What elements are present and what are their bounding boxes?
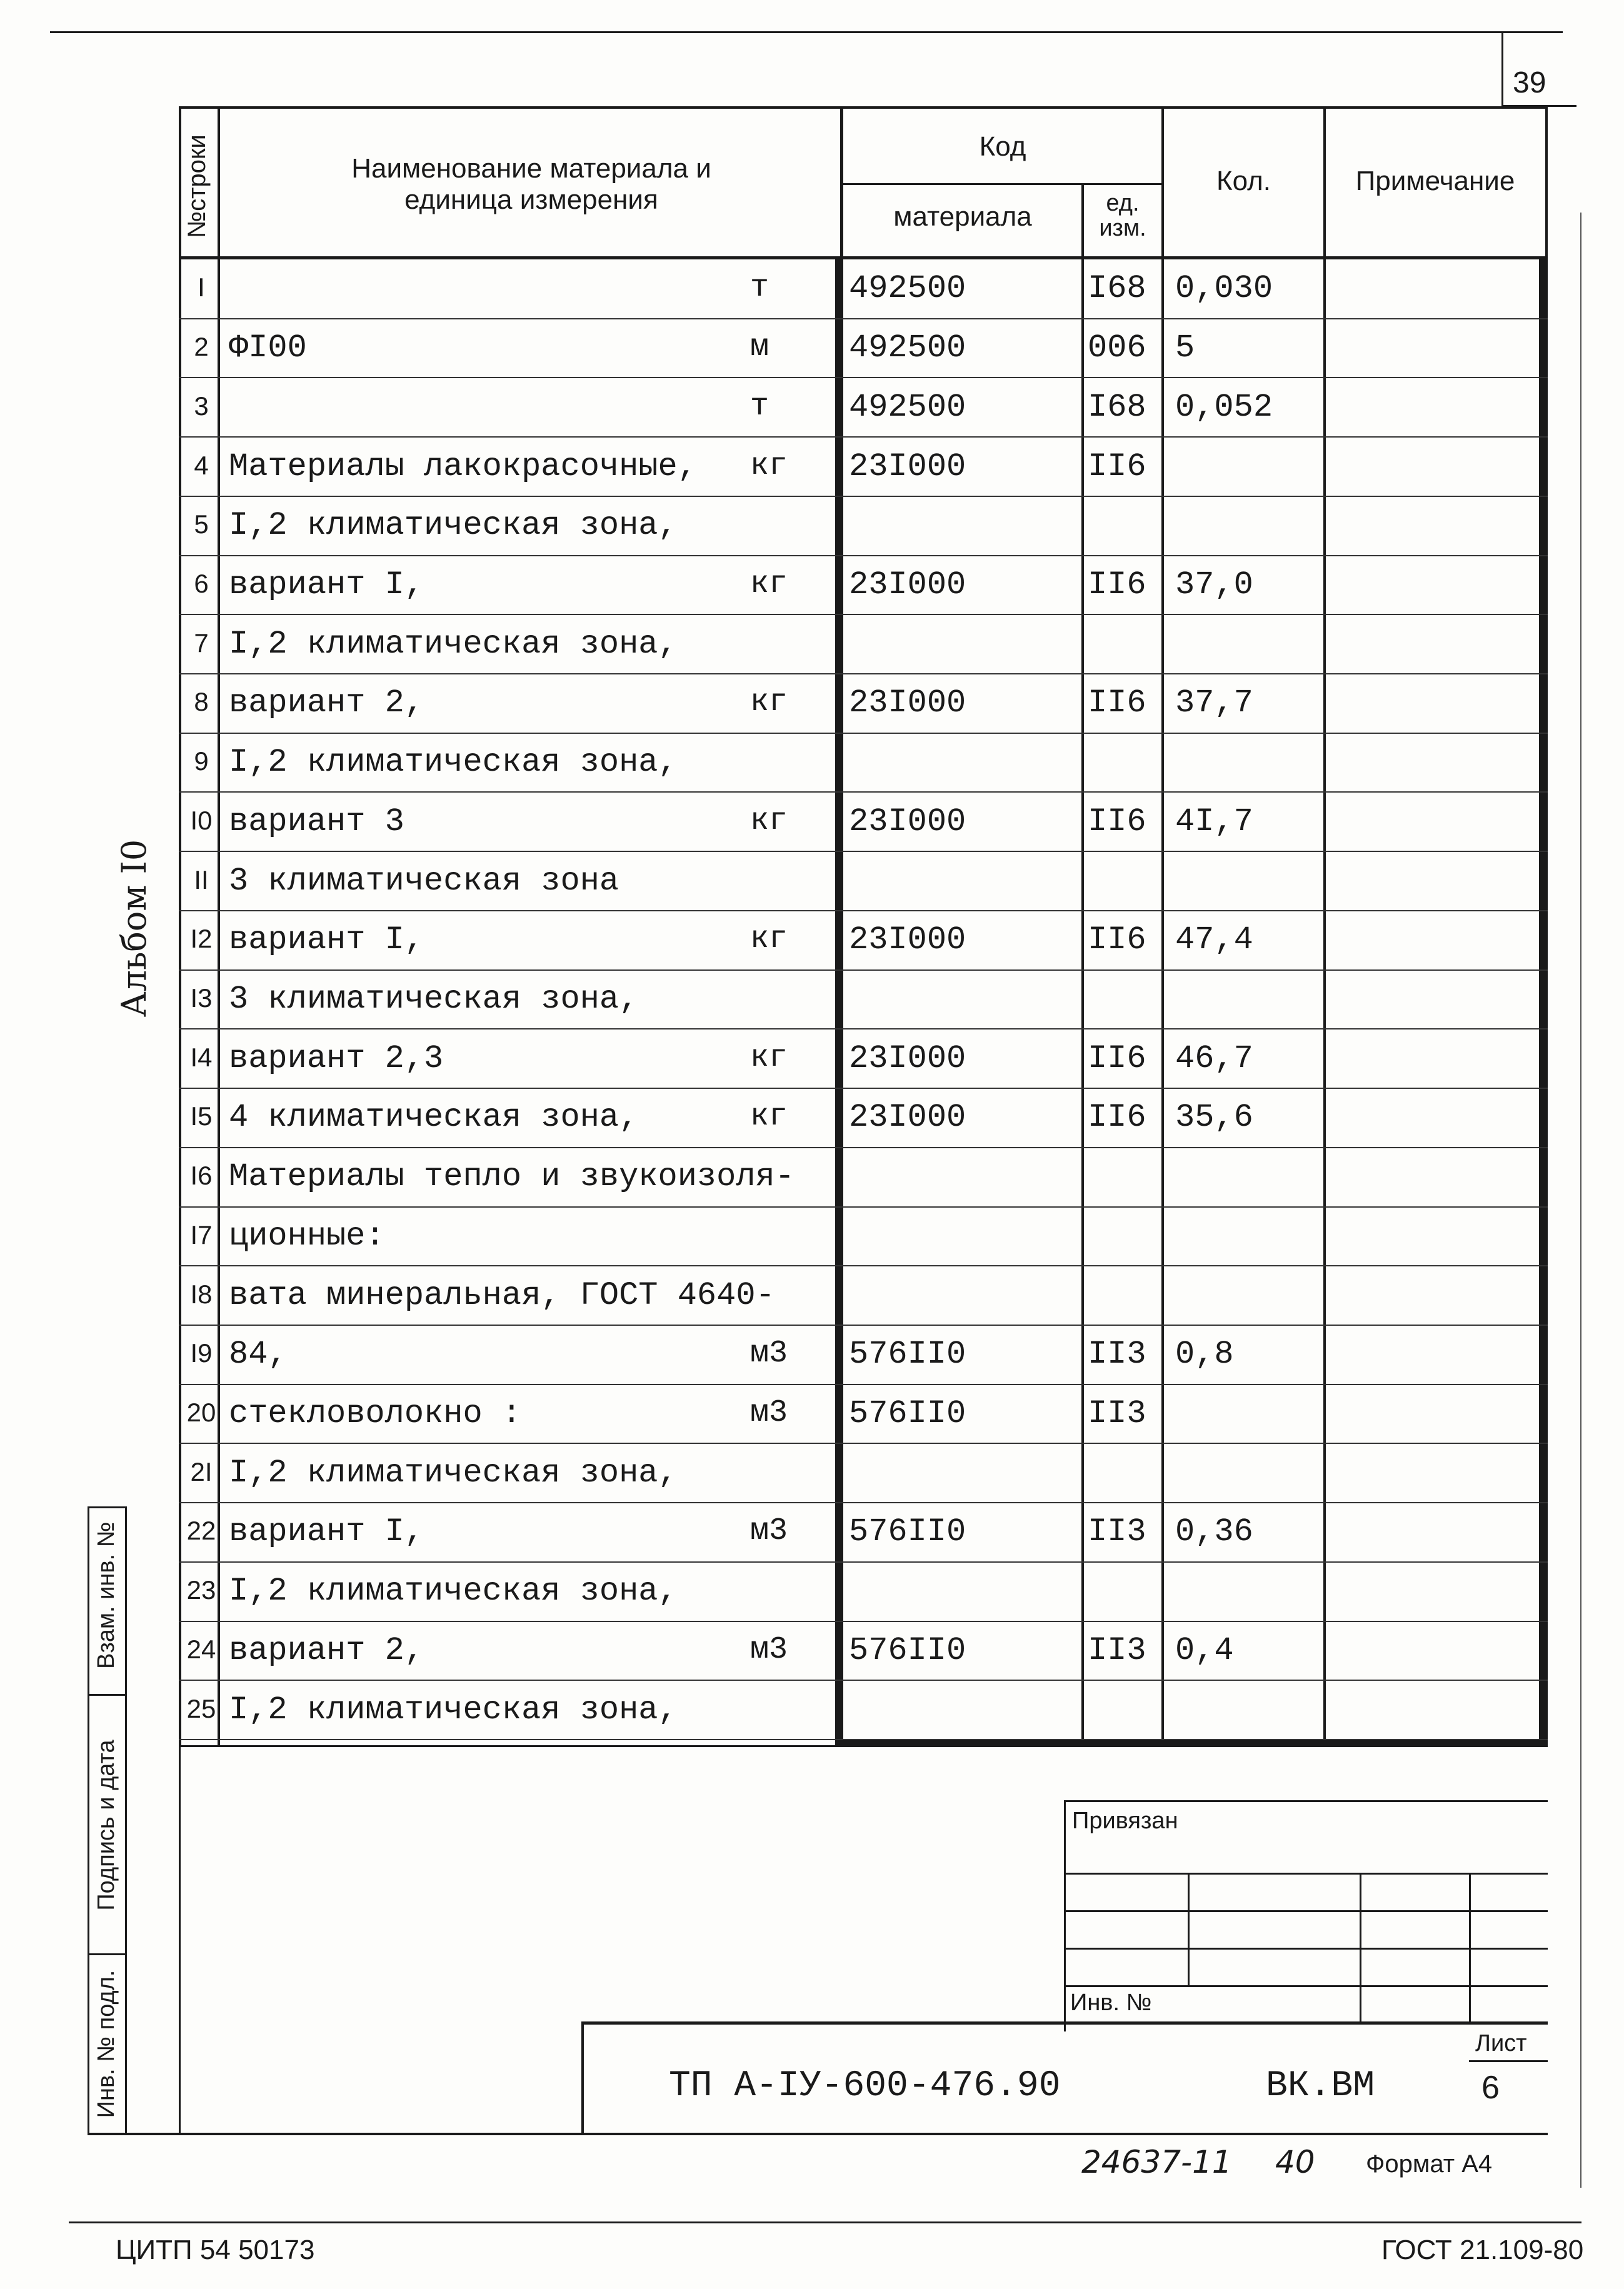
row-name: вариант 2,3 <box>229 1040 444 1077</box>
row-unit-code: II3 <box>1088 1336 1146 1373</box>
row-number: I6 <box>190 1161 213 1190</box>
document-mark: ВК.ВМ <box>1266 2066 1375 2106</box>
row-unit-code: II6 <box>1088 1040 1146 1077</box>
row-unit-code: II6 <box>1088 921 1146 958</box>
table-row <box>179 1325 1548 1326</box>
right-margin-line <box>1580 213 1581 2188</box>
table-row <box>179 1028 1548 1029</box>
row-unit-code: I68 <box>1088 270 1146 307</box>
row-unit-code: I68 <box>1088 389 1146 426</box>
row-unit-code: 006 <box>1088 329 1146 366</box>
row-quantity: 35,6 <box>1175 1099 1253 1136</box>
table-row <box>179 1680 1548 1681</box>
row-number: I0 <box>190 806 213 835</box>
row-name: вариант I, <box>229 921 424 958</box>
row-unit-code: II3 <box>1088 1513 1146 1550</box>
row-unit: кг <box>750 684 788 720</box>
row-name: стекловолокно : <box>229 1395 522 1432</box>
header-code: Код <box>979 131 1026 162</box>
row-quantity: 47,4 <box>1175 921 1253 958</box>
row-material-code: 23I000 <box>849 803 966 840</box>
table-row <box>179 1561 1548 1563</box>
row-material-code: 576II0 <box>849 1395 966 1432</box>
row-number: I2 <box>190 924 213 953</box>
row-material-code: 492500 <box>849 329 966 366</box>
row-material-code: 576II0 <box>849 1336 966 1373</box>
row-unit-code: II3 <box>1088 1395 1146 1432</box>
row-name: вариант 2, <box>229 684 424 721</box>
gost-reference: ГОСТ 21.109-80 <box>1381 2235 1584 2265</box>
row-material-code: 576II0 <box>849 1513 966 1550</box>
row-quantity: 0,030 <box>1175 270 1273 307</box>
handwritten-code: 24637-11 <box>1081 2144 1232 2180</box>
row-name: I,2 климатическая зона, <box>229 1455 678 1491</box>
row-name: вариант I, <box>229 1513 424 1550</box>
row-number: 7 <box>194 628 209 658</box>
row-name: ционные: <box>229 1218 385 1255</box>
sheet-label: Лист <box>1475 2030 1527 2056</box>
header-material: материала <box>893 201 1032 232</box>
row-number: 4 <box>194 451 209 480</box>
table-row <box>179 1621 1548 1622</box>
table-row <box>179 673 1548 674</box>
row-number: I4 <box>190 1043 213 1072</box>
row-name: 3 климатическая зона <box>229 863 619 899</box>
row-number: 5 <box>194 509 209 539</box>
table-row <box>179 1265 1548 1266</box>
table-row <box>179 1384 1548 1385</box>
row-unit: кг <box>750 566 788 602</box>
row-material-code: 492500 <box>849 389 966 426</box>
row-number: I8 <box>190 1280 213 1309</box>
row-unit: кг <box>750 921 788 957</box>
row-unit: т <box>750 270 769 306</box>
row-number: 25 <box>186 1694 216 1723</box>
table-row <box>179 1147 1548 1148</box>
row-quantity: 46,7 <box>1175 1040 1253 1077</box>
row-number: 2 <box>194 332 209 361</box>
row-material-code: 576II0 <box>849 1632 966 1669</box>
row-name: вата минеральная, ГОСТ 4640- <box>229 1277 775 1314</box>
table-row <box>179 851 1548 852</box>
header-unit-code: ед. изм. <box>1099 190 1146 241</box>
row-unit-code: II6 <box>1088 1099 1146 1136</box>
row-name: вариант I, <box>229 566 424 603</box>
row-name: I,2 климатическая зона, <box>229 507 678 544</box>
attached-label: Привязан <box>1072 1808 1178 1834</box>
table-row <box>179 791 1548 793</box>
row-material-code: 23I000 <box>849 684 966 721</box>
row-unit: кг <box>750 448 788 484</box>
page-number-divider <box>1501 31 1503 106</box>
bottom-rule <box>69 2221 1581 2223</box>
row-unit: кг <box>750 1040 788 1076</box>
row-name: I,2 климатическая зона, <box>229 626 678 663</box>
row-number: 22 <box>186 1516 216 1545</box>
designation: ТП А-IУ-600-476.90 <box>669 2066 1061 2106</box>
row-unit-code: II3 <box>1088 1632 1146 1669</box>
printer-code: ЦИТП 54 50173 <box>116 2235 315 2265</box>
row-unit-code: II6 <box>1088 803 1146 840</box>
header-note: Примечание <box>1355 166 1515 196</box>
row-name: I,2 климатическая зона, <box>229 744 678 781</box>
row-name: Материалы тепло и звукоизоля- <box>229 1158 794 1195</box>
row-name: вариант 3 <box>229 803 404 840</box>
table-row <box>179 555 1548 556</box>
sheet-value: 6 <box>1481 2070 1500 2106</box>
exch-inv-label: Взам. инв. № <box>93 1521 119 1669</box>
row-unit: м3 <box>750 1395 788 1431</box>
format-label: Формат А4 <box>1366 2150 1493 2178</box>
row-quantity: 37,0 <box>1175 566 1253 603</box>
row-name: 3 климатическая зона, <box>229 981 639 1018</box>
table-row <box>179 1206 1548 1208</box>
row-material-code: 23I000 <box>849 1040 966 1077</box>
row-number: 23 <box>186 1575 216 1605</box>
row-unit: м3 <box>750 1632 788 1668</box>
row-unit: м3 <box>750 1513 788 1549</box>
page-number: 39 <box>1513 66 1546 99</box>
row-quantity: 0,052 <box>1175 389 1273 426</box>
album-label: Альбом I0 <box>114 839 154 1018</box>
row-quantity: 0,36 <box>1175 1513 1253 1550</box>
row-unit: м3 <box>750 1336 788 1371</box>
row-material-code: 23I000 <box>849 1099 966 1136</box>
row-name: ФI00 <box>229 329 307 366</box>
table-row <box>179 910 1548 911</box>
row-number: II <box>194 865 209 894</box>
header-name: Наименование материала и единица измерения <box>351 153 711 215</box>
row-unit: кг <box>750 1099 788 1134</box>
row-unit: т <box>750 389 769 424</box>
row-unit-code: II6 <box>1088 684 1146 721</box>
row-name: 84, <box>229 1336 288 1373</box>
row-quantity: 4I,7 <box>1175 803 1253 840</box>
row-quantity: 0,4 <box>1175 1632 1234 1669</box>
row-material-code: 23I000 <box>849 566 966 603</box>
table-row <box>179 614 1548 615</box>
row-quantity: 37,7 <box>1175 684 1253 721</box>
table-row <box>179 1739 1548 1740</box>
row-number: 2I <box>190 1457 213 1486</box>
table-row <box>179 496 1548 497</box>
row-number: 24 <box>186 1635 216 1664</box>
row-unit-code: II6 <box>1088 448 1146 485</box>
inv-no-label: Инв. № <box>1070 1990 1152 2016</box>
header-row-no: №строки <box>183 134 211 238</box>
row-material-code: 23I000 <box>849 921 966 958</box>
row-material-code: 23I000 <box>849 448 966 485</box>
row-name: Материалы лакокрасочные, <box>229 448 697 485</box>
row-name: 4 климатическая зона, <box>229 1099 639 1136</box>
row-number: I5 <box>190 1101 213 1131</box>
handwritten-page: 40 <box>1275 2144 1315 2180</box>
table-row <box>179 436 1548 438</box>
table-row <box>179 1088 1548 1089</box>
row-number: 20 <box>186 1398 216 1427</box>
row-quantity: 0,8 <box>1175 1336 1234 1373</box>
row-name: I,2 климатическая зона, <box>229 1573 678 1610</box>
inv-sub-label: Инв. № подл. <box>93 1970 119 2118</box>
row-number: 9 <box>194 746 209 776</box>
row-unit: кг <box>750 803 788 839</box>
row-number: 6 <box>194 569 209 598</box>
table-row <box>179 733 1548 734</box>
row-number: 8 <box>194 687 209 716</box>
row-unit-code: II6 <box>1088 566 1146 603</box>
row-number: I3 <box>190 983 213 1013</box>
top-rule <box>50 31 1563 33</box>
table-row <box>179 969 1548 971</box>
row-name: I,2 климатическая зона, <box>229 1691 678 1728</box>
table-row <box>179 377 1548 378</box>
row-number: 3 <box>194 391 209 421</box>
header-qty: Кол. <box>1216 166 1271 196</box>
table-row <box>179 318 1548 319</box>
row-number: I7 <box>190 1220 213 1250</box>
sign-date-label: Подпись и дата <box>93 1740 119 1911</box>
table-row <box>179 1443 1548 1444</box>
row-quantity: 5 <box>1175 329 1195 366</box>
row-number: I <box>198 273 205 302</box>
row-name: вариант 2, <box>229 1632 424 1669</box>
table-row <box>179 1502 1548 1503</box>
row-unit: м <box>750 329 769 365</box>
row-material-code: 492500 <box>849 270 966 307</box>
row-number: I9 <box>190 1338 213 1368</box>
